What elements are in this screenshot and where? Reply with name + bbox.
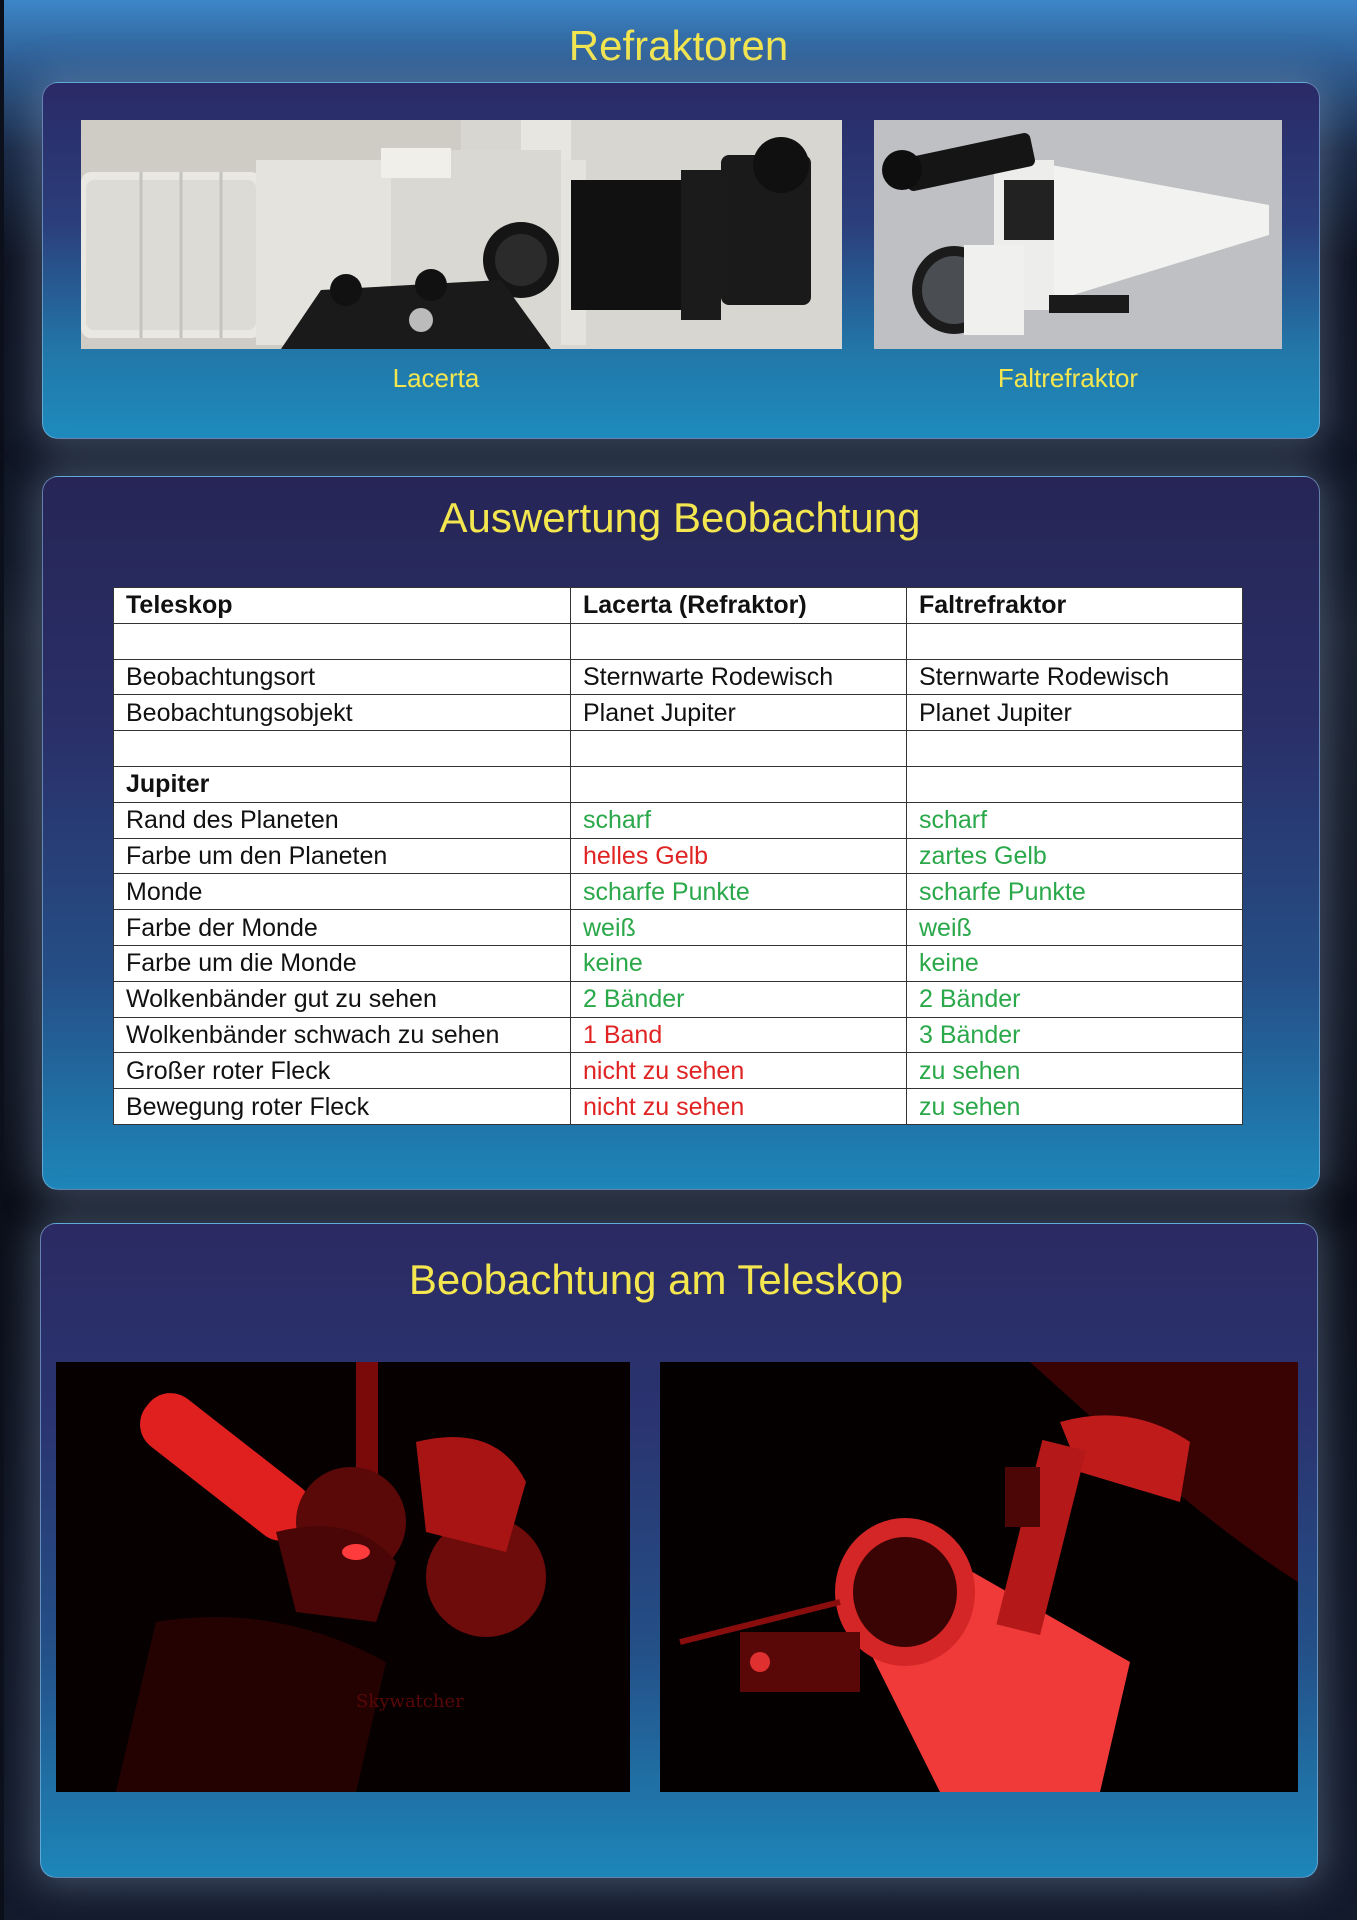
row-label: Farbe um die Monde (114, 945, 571, 981)
row-label: Wolkenbänder gut zu sehen (114, 981, 571, 1017)
faltrefraktor-value (907, 731, 1243, 767)
lacerta-value (571, 731, 907, 767)
faltrefraktor-value: 3 Bänder (907, 1017, 1243, 1053)
table-row (114, 981, 1243, 1017)
lacerta-telescope-photo (81, 120, 842, 349)
header-lacerta: Lacerta (Refraktor) (571, 588, 907, 624)
lacerta-value: Sternwarte Rodewisch (571, 659, 907, 695)
lacerta-value: nicht zu sehen (571, 1089, 907, 1125)
table-row (114, 623, 1243, 659)
faltrefraktor-value: 2 Bänder (907, 981, 1243, 1017)
table-row (114, 1089, 1243, 1125)
table-header-row (114, 588, 1243, 624)
table-row (114, 838, 1243, 874)
header-faltrefraktor: Faltrefraktor (907, 588, 1243, 624)
table-row (114, 910, 1243, 946)
row-label: Monde (114, 874, 571, 910)
row-label (114, 731, 571, 767)
caption-faltrefraktor: Faltrefraktor (997, 363, 1139, 393)
faltrefraktor-value: scharfe Punkte (907, 874, 1243, 910)
row-label: Wolkenbänder schwach zu sehen (114, 1017, 571, 1053)
lacerta-value (571, 623, 907, 659)
row-label: Beobachtungsort (114, 659, 571, 695)
faltrefraktor-value: scharf (907, 802, 1243, 838)
table-row (114, 874, 1243, 910)
row-label: Großer roter Fleck (114, 1053, 571, 1089)
row-label: Beobachtungsobjekt (114, 695, 571, 731)
caption-lacerta: Lacerta (392, 363, 480, 393)
section-title-beobachtung: Beobachtung am Teleskop (408, 1256, 904, 1303)
observation-table (113, 587, 1243, 1125)
row-label: Jupiter (114, 766, 571, 802)
section-title-auswertung: Auswertung Beobachtung (439, 494, 921, 541)
lacerta-value: 2 Bänder (571, 981, 907, 1017)
lacerta-value: scharf (571, 802, 907, 838)
table-row (114, 659, 1243, 695)
svg-text:Skywatcher: Skywatcher (356, 1691, 464, 1712)
row-label: Bewegung roter Fleck (114, 1089, 571, 1125)
row-label: Rand des Planeten (114, 802, 571, 838)
faltrefraktor-value: keine (907, 945, 1243, 981)
red-light-observation-photo-1 (56, 1362, 630, 1792)
red-light-observation-photo-2 (660, 1362, 1298, 1792)
lacerta-value: helles Gelb (571, 838, 907, 874)
lacerta-value: nicht zu sehen (571, 1053, 907, 1089)
table-row (114, 1017, 1243, 1053)
lacerta-value (571, 766, 907, 802)
lacerta-value: keine (571, 945, 907, 981)
faltrefraktor-value: zartes Gelb (907, 838, 1243, 874)
table-row (114, 731, 1243, 767)
row-label: Farbe der Monde (114, 910, 571, 946)
page-edge (0, 0, 4, 1920)
table-row (114, 802, 1243, 838)
table-row (114, 695, 1243, 731)
faltrefraktor-value: zu sehen (907, 1053, 1243, 1089)
lacerta-value: 1 Band (571, 1017, 907, 1053)
lacerta-value: weiß (571, 910, 907, 946)
section-title-refraktoren: Refraktoren (568, 22, 789, 69)
table-row (114, 766, 1243, 802)
faltrefraktor-value: zu sehen (907, 1089, 1243, 1125)
table-row (114, 1053, 1243, 1089)
faltrefraktor-photo (874, 120, 1282, 349)
lacerta-value: scharfe Punkte (571, 874, 907, 910)
table-row (114, 945, 1243, 981)
row-label (114, 623, 571, 659)
faltrefraktor-value: Planet Jupiter (907, 695, 1243, 731)
faltrefraktor-value: weiß (907, 910, 1243, 946)
faltrefraktor-value (907, 766, 1243, 802)
header-teleskop: Teleskop (114, 588, 571, 624)
faltrefraktor-value: Sternwarte Rodewisch (907, 659, 1243, 695)
lacerta-value: Planet Jupiter (571, 695, 907, 731)
faltrefraktor-value (907, 623, 1243, 659)
row-label: Farbe um den Planeten (114, 838, 571, 874)
